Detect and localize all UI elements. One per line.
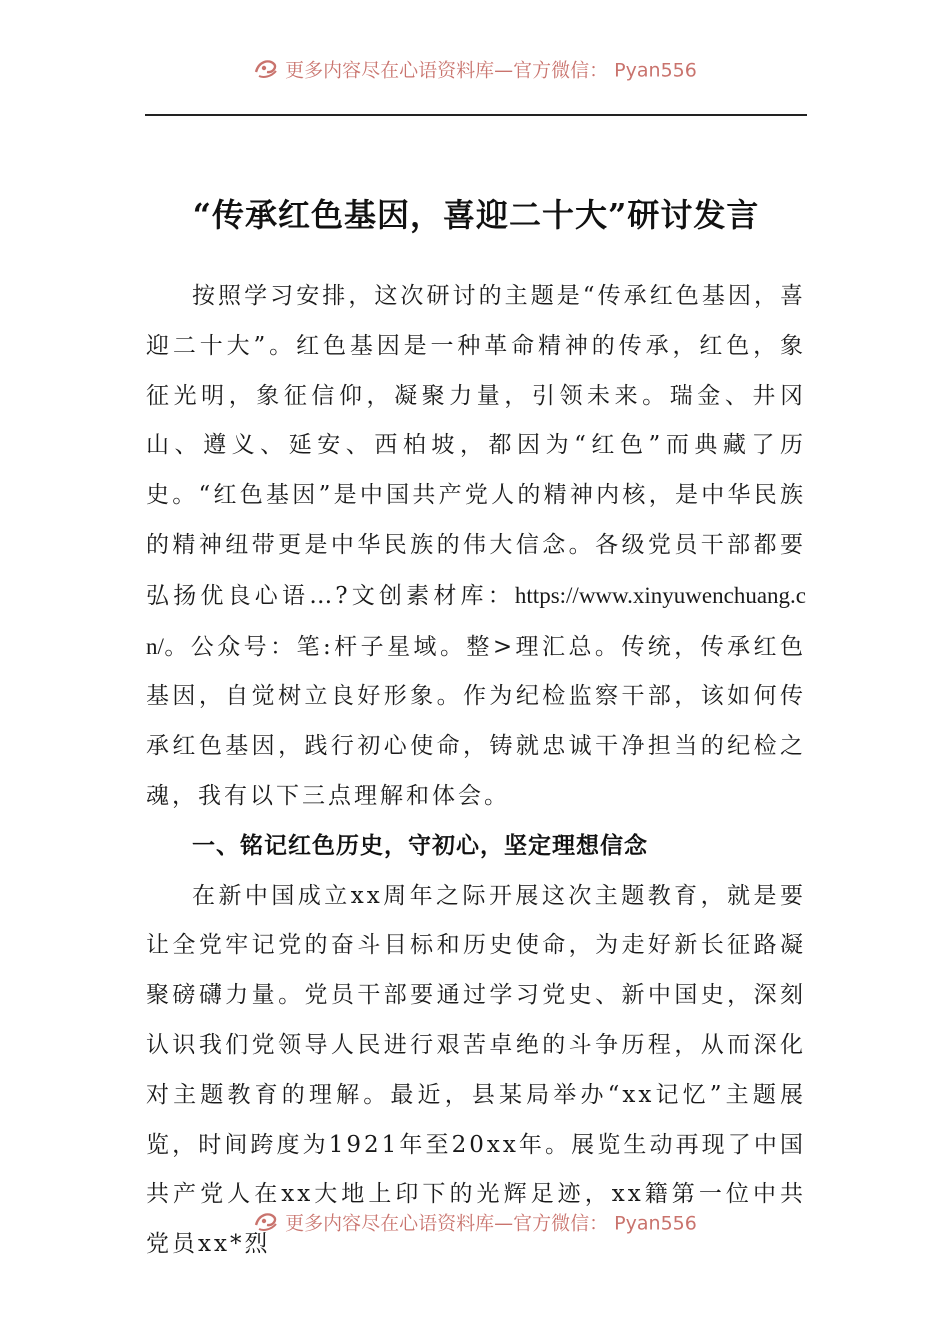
intro-paragraph [146, 272, 806, 822]
section-1-paragraph: 在新中国成立xx周年之际开展这次主题教育，就是要让全党牢记党的奋斗目标和历史使命，为走好新长征路凝聚磅礴力量。党员干部要通过学习党史、新中国史，深刻认识我们党领导人民进行艰苦卓绝的斗争历程，从而深化对主题教育的理解。最近，县某局举办“xx记忆”主题展览，时间跨度为1921年至20xx年。展览生动再现了中国共产党人在xx大地上印下的光辉足迹，xx籍第一位中共党员xx*烈 [146, 882, 806, 1258]
watermark-footer [0, 1210, 950, 1238]
swirl-logo-icon [253, 1210, 279, 1238]
document-body [146, 272, 806, 1270]
watermark-header [0, 57, 950, 85]
document-title: “传承红色基因，喜迎二十大”研讨发言 [192, 196, 760, 235]
watermark-text: 更多内容尽在心语资料库—官方微信： Pyan556 [285, 1212, 697, 1235]
swirl-logo-icon [253, 57, 279, 85]
watermark-text: 更多内容尽在心语资料库—官方微信： Pyan556 [285, 59, 697, 82]
intro-url: https://www.xinyuwenchuang.cn/ [146, 582, 806, 659]
intro-text-continued: 。公众号：笔:杆子星域。整>理汇总。传统，传承红色基因，自觉树立良好形象。作为纪检监察干部，该如何传承红色基因，践行初心使命，铸就忠诚干净担当的纪检之魂，我有以下三点理解和体会。 [146, 633, 806, 809]
header-divider [145, 114, 807, 116]
intro-text: 按照学习安排，这次研讨的主题是“传承红色基因，喜迎二十大”。红色基因是一种革命精神的传承，红色，象征光明，象征信仰，凝聚力量，引领未来。瑞金、井冈山、遵义、延安、西柏坡，都因为“红色”而典藏了历史。“红色基因”是中国共产党人的精神内核，是中华民族的精神纽带更是中华民族的伟大信念。各级党员干部都要弘扬优良心语…?文创素材库： [146, 283, 806, 609]
section-heading-1: 一、铭记红色历史，守初心，坚定理想信念 [192, 832, 648, 859]
